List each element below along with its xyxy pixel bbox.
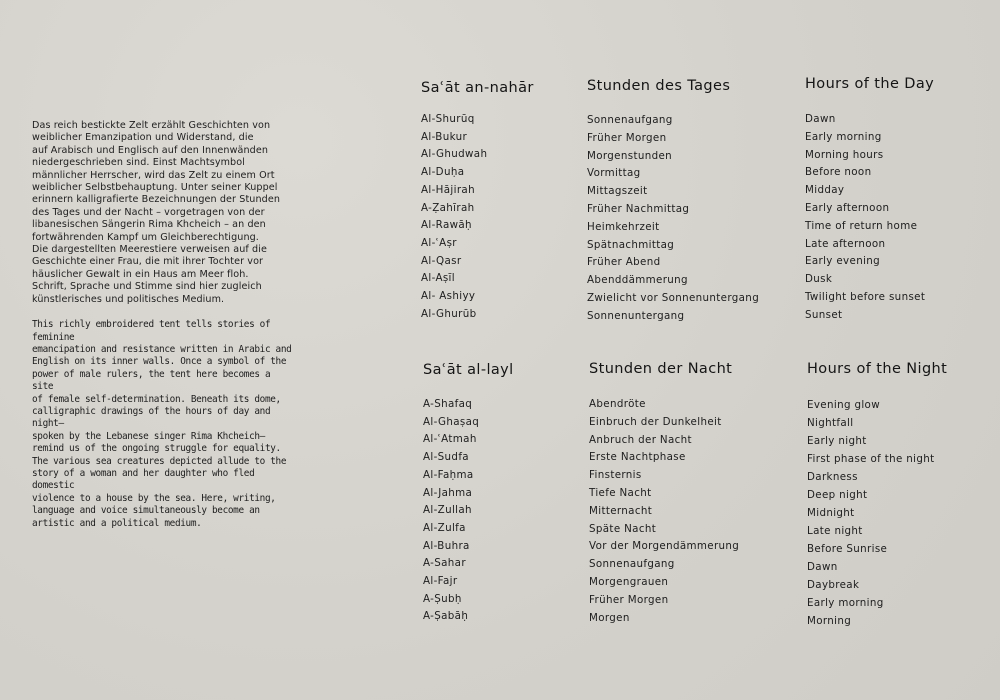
hour-item: Zwielicht vor Sonnenuntergang bbox=[587, 292, 760, 304]
hour-item: Al-Bukur bbox=[421, 130, 468, 143]
intro-paragraph-english: This richly embroidered tent tells stories of feminine emancipation and resistance written in Arabic and English on its inner walls. Once a symbol of the power of male rulers, the tent here becomes a site of female self-determination. Beneath its dome, calligraphic drawings of the hours of day and night— spoken by the Lebanese singer Rima Khcheich— remind us of the ongoing struggle for equality. The various sea creatures depicted allude to the story of a woman and her daughter who fled domestic violence to a house by the sea. Here, writing, language and voice simultaneously become an artistic and a political medium. bbox=[32, 319, 292, 529]
hour-item: Dusk bbox=[805, 273, 833, 286]
hour-item: Anbruch der Nacht bbox=[589, 433, 692, 446]
hour-item: Morgen bbox=[589, 611, 630, 624]
hour-item: A-Ṣabāḥ bbox=[423, 610, 469, 623]
night-german-column bbox=[589, 361, 789, 624]
hour-item: Früher Morgen bbox=[587, 131, 667, 144]
hour-item: Al- Ashiyy bbox=[421, 290, 476, 302]
hour-item: Al-Jahma bbox=[423, 486, 473, 499]
hour-item: Sonnenuntergang bbox=[587, 309, 685, 322]
hour-item: Späte Nacht bbox=[589, 522, 657, 535]
hour-item: Sunset bbox=[805, 308, 843, 321]
hour-item: Darkness bbox=[807, 471, 858, 483]
hour-item: Abenddämmerung bbox=[587, 274, 688, 287]
hour-item: Before Sunrise bbox=[807, 543, 888, 555]
day-german-column bbox=[587, 78, 787, 322]
hour-item: Früher Nachmittag bbox=[587, 203, 690, 215]
hour-item: Before noon bbox=[805, 166, 872, 179]
hour-item: Mitternacht bbox=[589, 504, 653, 517]
hour-item: Al-Shurūq bbox=[421, 113, 475, 125]
hour-item: Früher Abend bbox=[587, 256, 661, 269]
hour-item: Al-Zulfa bbox=[423, 521, 466, 534]
hour-item: Spätnachmittag bbox=[587, 238, 675, 251]
hour-item: Al-Aṣīl bbox=[421, 272, 455, 285]
intro-text bbox=[32, 120, 294, 530]
hour-item: Twilight before sunset bbox=[805, 291, 926, 303]
hour-item: Dawn bbox=[807, 561, 838, 573]
night-english-column bbox=[807, 361, 1000, 627]
hour-item: Al-Fajr bbox=[423, 575, 458, 587]
hour-item: Al-Qasr bbox=[421, 254, 462, 267]
hour-item: Al-Ghurūb bbox=[421, 307, 477, 320]
hour-item: A-Shafaq bbox=[423, 398, 473, 410]
hour-item: Al-Buhra bbox=[423, 539, 470, 552]
day-english-column bbox=[805, 76, 1000, 321]
hour-item: Early afternoon bbox=[805, 202, 890, 214]
hour-item: Erste Nachtphase bbox=[589, 451, 686, 464]
hour-item: Al-Ghudwah bbox=[421, 148, 488, 161]
hour-item: Abendröte bbox=[589, 398, 646, 410]
intro-paragraph-german: Das reich bestickte Zelt erzählt Geschichten von weiblicher Emanzipation und Widerstand, die auf Arabisch und Englisch auf den Innenwänden niedergeschrieben sind. Einst Machtsymbol männlicher Herrscher, wird das Zelt zu einem Ort weiblicher Selbstbehauptung. Unter seiner Kuppel erinnern kalligrafierte Bezeichnungen der Stunden des Tages und der Nacht – vorgetragen von der libanesischen Sängerin Rima Khcheich – an den fortwährenden Kampf um Gleichberechtigung. Die dargestellten Meerestiere verweisen auf die Geschichte einer Frau, die mit ihrer Tochter vor häuslicher Gewalt in ein Haus am Meer floh. Schrift, Sprache und Stimme sind hier zugleich künstlerisches und politisches Medium. bbox=[32, 120, 281, 305]
hour-item: Midday bbox=[805, 184, 845, 197]
hour-item: Sonnenaufgang bbox=[587, 114, 673, 126]
hour-item: Early evening bbox=[805, 255, 881, 268]
hour-item: Al-Hājirah bbox=[421, 183, 475, 196]
hour-item: Early morning bbox=[807, 597, 884, 609]
hour-item: Al-Sudfa bbox=[423, 451, 469, 464]
hour-item: Midnight bbox=[807, 507, 855, 519]
hour-item: Nightfall bbox=[807, 417, 854, 429]
hour-item: Al-Rawāḥ bbox=[421, 219, 472, 232]
hour-item: Evening glow bbox=[807, 399, 880, 411]
hour-item: Morgenstunden bbox=[587, 149, 673, 162]
hour-item: Early morning bbox=[805, 130, 882, 143]
hour-item: Al-ʿAtmah bbox=[423, 433, 477, 446]
hour-item: Mittagszeit bbox=[587, 185, 648, 198]
hour-item: A-Ẓahīrah bbox=[421, 201, 475, 214]
hour-item: Tiefe Nacht bbox=[589, 487, 652, 499]
hour-item: Morgengrauen bbox=[589, 576, 669, 588]
hour-item: Late night bbox=[807, 525, 863, 537]
hour-item: Sonnenaufgang bbox=[589, 558, 675, 571]
day-english-heading: Hours of the Day bbox=[805, 76, 935, 92]
hour-item: Al-Ghaṣaq bbox=[423, 415, 480, 428]
hour-item: Dawn bbox=[805, 113, 836, 125]
hour-item: Late afternoon bbox=[805, 237, 886, 250]
hour-item: Al-Zullah bbox=[423, 504, 472, 517]
night-english-heading: Hours of the Night bbox=[807, 361, 948, 377]
hour-item: Al-Faḥma bbox=[423, 468, 474, 481]
hour-item: First phase of the night bbox=[807, 453, 935, 465]
hour-item: Einbruch der Dunkelheit bbox=[589, 415, 722, 428]
hour-item: Deep night bbox=[807, 489, 868, 501]
day-german-heading: Stunden des Tages bbox=[587, 78, 731, 94]
hour-item: A-Ṣubḥ bbox=[423, 592, 462, 605]
hour-item: Früher Morgen bbox=[589, 593, 669, 606]
hour-item: Al-ʿAṣr bbox=[421, 236, 457, 249]
hour-item: Time of return home bbox=[805, 219, 918, 232]
hour-item: Al-Duḥa bbox=[421, 166, 465, 179]
hour-item: Vor der Morgendämmerung bbox=[589, 540, 740, 553]
night-arabic-heading: Saʿāt al-layl bbox=[423, 362, 514, 378]
hour-item: Vormittag bbox=[587, 167, 641, 180]
hour-item: Heimkehrzeit bbox=[587, 220, 660, 233]
hour-item: Daybreak bbox=[807, 579, 860, 591]
night-german-heading: Stunden der Nacht bbox=[589, 361, 733, 377]
day-arabic-heading: Saʿāt an-nahār bbox=[421, 80, 534, 96]
hour-item: A-Sahar bbox=[423, 557, 466, 570]
hour-item: Morning bbox=[807, 615, 852, 627]
hour-item: Morning hours bbox=[805, 148, 884, 161]
hour-item: Finsternis bbox=[589, 469, 642, 482]
hour-item: Early night bbox=[807, 435, 867, 447]
